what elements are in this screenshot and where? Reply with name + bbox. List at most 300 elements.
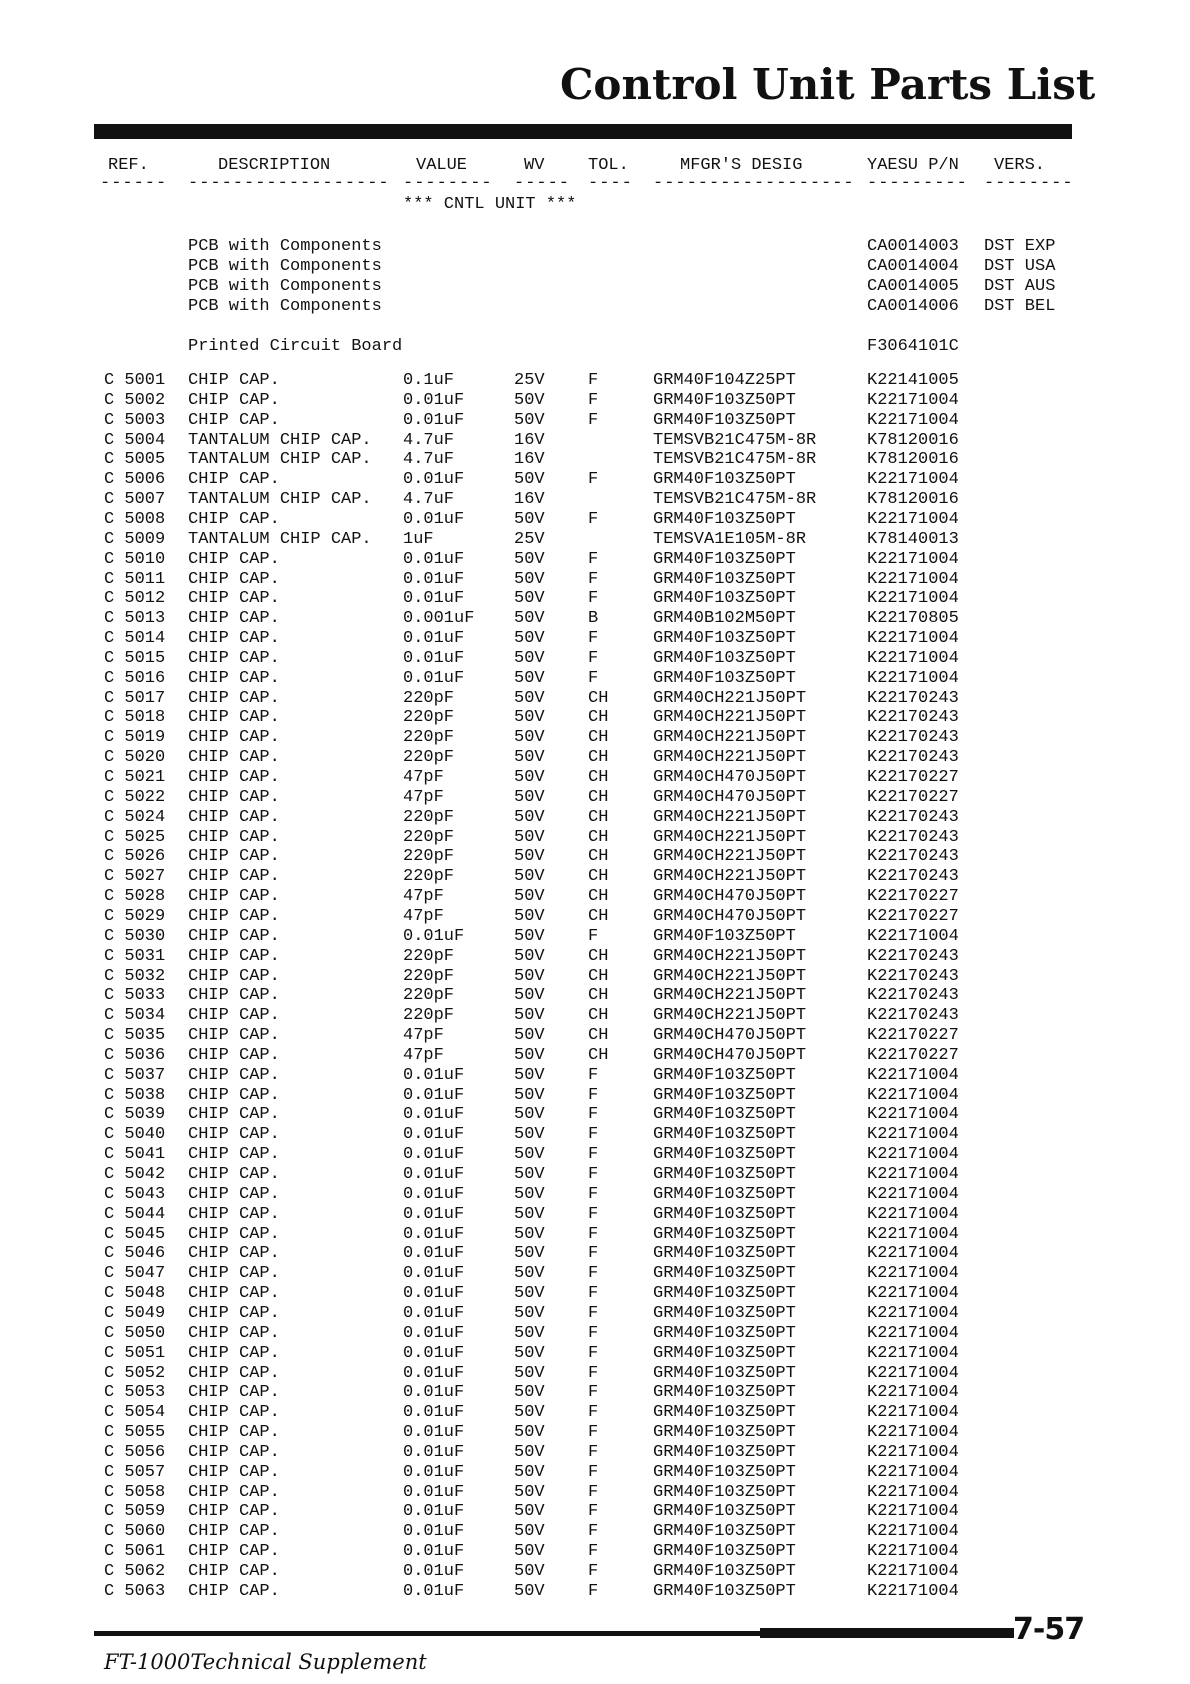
part-yaesu-pn: K22171004 — [867, 1363, 959, 1383]
part-value: 0.01uF — [403, 589, 465, 609]
part-tol: CH — [588, 827, 609, 847]
part-description: CHIP CAP. — [188, 1343, 280, 1363]
part-tol: F — [588, 1065, 599, 1085]
part-description: CHIP CAP. — [188, 1284, 280, 1304]
part-description: CHIP CAP. — [188, 688, 280, 708]
part-tol: F — [588, 629, 599, 649]
part-description: TANTALUM CHIP CAP. — [188, 529, 372, 549]
part-mfgr-desig: GRM40F103Z50PT — [653, 1403, 796, 1423]
part-ref: C 5008 — [104, 509, 166, 529]
part-mfgr-desig: GRM40CH221J50PT — [653, 847, 807, 867]
part-yaesu-pn: K22170243 — [867, 847, 959, 867]
part-mfgr-desig: GRM40F103Z50PT — [653, 390, 796, 410]
part-wv: 25V — [514, 371, 545, 390]
section-title: *** CNTL UNIT *** — [403, 195, 577, 214]
part-mfgr-desig: GRM40F103Z50PT — [653, 1145, 796, 1165]
part-mfgr-desig: GRM40F103Z50PT — [653, 1244, 796, 1264]
table-row — [0, 927, 1190, 947]
part-description: CHIP CAP. — [188, 728, 280, 748]
part-tol: CH — [588, 867, 609, 887]
pcb-part-number: CA0014005 — [867, 277, 959, 296]
part-tol: CH — [588, 708, 609, 728]
part-description: CHIP CAP. — [188, 787, 280, 807]
part-value: 220pF — [403, 847, 455, 867]
part-wv: 16V — [514, 430, 545, 450]
part-value: 220pF — [403, 986, 455, 1006]
part-mfgr-desig: GRM40CH221J50PT — [653, 946, 807, 966]
part-wv: 50V — [514, 629, 545, 649]
part-yaesu-pn: K78120016 — [867, 450, 959, 470]
part-mfgr-desig: GRM40CH221J50PT — [653, 867, 807, 887]
part-ref: C 5016 — [104, 668, 166, 688]
pcb-version: DST BEL — [984, 297, 1056, 316]
pcb-part-number: CA0014006 — [867, 297, 959, 316]
part-ref: C 5055 — [104, 1423, 166, 1443]
part-ref: C 5024 — [104, 807, 166, 827]
part-yaesu-pn: K22171004 — [867, 1522, 959, 1542]
part-wv: 50V — [514, 1303, 545, 1323]
part-wv: 50V — [514, 966, 545, 986]
part-description: CHIP CAP. — [188, 708, 280, 728]
part-ref: C 5060 — [104, 1522, 166, 1542]
part-description: CHIP CAP. — [188, 1423, 280, 1443]
part-description: CHIP CAP. — [188, 966, 280, 986]
part-ref: C 5059 — [104, 1502, 166, 1522]
part-mfgr-desig: GRM40F103Z50PT — [653, 1284, 796, 1304]
part-wv: 50V — [514, 1105, 545, 1125]
part-value: 4.7uF — [403, 450, 455, 470]
part-wv: 50V — [514, 748, 545, 768]
part-description: CHIP CAP. — [188, 847, 280, 867]
table-row — [0, 1244, 1190, 1264]
part-tol: F — [588, 410, 599, 430]
part-ref: C 5004 — [104, 430, 166, 450]
part-wv: 50V — [514, 807, 545, 827]
part-yaesu-pn: K22171004 — [867, 1581, 959, 1601]
part-value: 220pF — [403, 966, 455, 986]
table-row — [0, 589, 1190, 609]
part-yaesu-pn: K22171004 — [867, 549, 959, 569]
table-row — [0, 689, 1190, 709]
part-description: CHIP CAP. — [188, 1581, 280, 1601]
part-mfgr-desig: GRM40F103Z50PT — [653, 629, 796, 649]
part-yaesu-pn: K22171004 — [867, 1403, 959, 1423]
part-tol: F — [588, 1145, 599, 1165]
table-row — [0, 490, 1190, 510]
part-wv: 50V — [514, 827, 545, 847]
part-description: CHIP CAP. — [188, 946, 280, 966]
part-value: 0.01uF — [403, 1065, 465, 1085]
part-tol: F — [588, 1284, 599, 1304]
part-description: CHIP CAP. — [188, 1522, 280, 1542]
part-yaesu-pn: K22170243 — [867, 867, 959, 887]
table-row — [0, 411, 1190, 431]
part-value: 47pF — [403, 906, 444, 926]
part-wv: 50V — [514, 867, 545, 887]
part-wv: 50V — [514, 609, 545, 629]
part-tol: CH — [588, 946, 609, 966]
table-row — [0, 808, 1190, 828]
part-value: 220pF — [403, 827, 455, 847]
part-wv: 50V — [514, 1482, 545, 1502]
part-mfgr-desig: GRM40F103Z50PT — [653, 410, 796, 430]
part-wv: 50V — [514, 1343, 545, 1363]
dash-description: ------------------ — [188, 174, 390, 193]
table-row — [0, 1403, 1190, 1423]
table-row — [0, 1264, 1190, 1284]
part-wv: 50V — [514, 589, 545, 609]
part-wv: 50V — [514, 1165, 545, 1184]
part-yaesu-pn: K22141005 — [867, 371, 959, 390]
part-value: 0.01uF — [403, 926, 465, 946]
table-row — [0, 1344, 1190, 1364]
part-wv: 50V — [514, 569, 545, 589]
board-row — [0, 337, 1190, 357]
table-row — [0, 1304, 1190, 1324]
part-yaesu-pn: K22170243 — [867, 946, 959, 966]
part-value: 0.01uF — [403, 470, 465, 490]
part-wv: 50V — [514, 410, 545, 430]
part-tol: CH — [588, 807, 609, 827]
part-mfgr-desig: GRM40F103Z50PT — [653, 1224, 796, 1244]
table-row — [0, 1562, 1190, 1582]
part-mfgr-desig: GRM40CH221J50PT — [653, 966, 807, 986]
part-description: CHIP CAP. — [188, 887, 280, 907]
part-value: 0.01uF — [403, 1145, 465, 1165]
part-mfgr-desig: TEMSVA1E105M-8R — [653, 529, 807, 549]
part-tol: F — [588, 1303, 599, 1323]
part-value: 0.01uF — [403, 1363, 465, 1383]
table-row — [0, 391, 1190, 411]
table-row — [0, 768, 1190, 788]
part-description: CHIP CAP. — [188, 1264, 280, 1284]
part-value: 0.01uF — [403, 1343, 465, 1363]
pcb-description: PCB with Components — [188, 237, 382, 256]
part-wv: 50V — [514, 926, 545, 946]
part-yaesu-pn: K22171004 — [867, 1383, 959, 1403]
part-ref: C 5051 — [104, 1343, 166, 1363]
table-row — [0, 1165, 1190, 1185]
part-yaesu-pn: K78140013 — [867, 529, 959, 549]
part-yaesu-pn: K22171004 — [867, 509, 959, 529]
part-description: CHIP CAP. — [188, 1026, 280, 1046]
dash-yaesu: --------- — [867, 174, 968, 193]
part-mfgr-desig: GRM40F103Z50PT — [653, 668, 796, 688]
part-tol: F — [588, 1244, 599, 1264]
part-tol: F — [588, 1383, 599, 1403]
part-mfgr-desig: GRM40F103Z50PT — [653, 1462, 796, 1482]
part-yaesu-pn: K22171004 — [867, 1284, 959, 1304]
part-tol: F — [588, 1085, 599, 1105]
part-tol: CH — [588, 986, 609, 1006]
dash-mfgr: ------------------ — [653, 174, 855, 193]
part-tol: F — [588, 1184, 599, 1204]
part-tol: F — [588, 1442, 599, 1462]
part-tol: F — [588, 1343, 599, 1363]
part-description: CHIP CAP. — [188, 410, 280, 430]
part-description: CHIP CAP. — [188, 470, 280, 490]
dash-tol: ---- — [588, 174, 633, 193]
part-mfgr-desig: GRM40F103Z50PT — [653, 1383, 796, 1403]
part-mfgr-desig: GRM40F103Z50PT — [653, 648, 796, 668]
part-value: 47pF — [403, 768, 444, 787]
part-description: CHIP CAP. — [188, 1482, 280, 1502]
part-tol: CH — [588, 728, 609, 748]
part-value: 0.01uF — [403, 1542, 465, 1562]
part-value: 1uF — [403, 529, 434, 549]
table-row — [0, 1423, 1190, 1443]
part-mfgr-desig: GRM40F103Z50PT — [653, 1562, 796, 1581]
part-yaesu-pn: K22171004 — [867, 1323, 959, 1343]
part-ref: C 5048 — [104, 1284, 166, 1304]
part-wv: 50V — [514, 390, 545, 410]
part-tol: CH — [588, 768, 609, 787]
part-ref: C 5062 — [104, 1562, 166, 1581]
part-description: CHIP CAP. — [188, 1542, 280, 1562]
part-yaesu-pn: K22171004 — [867, 1303, 959, 1323]
part-wv: 50V — [514, 668, 545, 688]
part-ref: C 5045 — [104, 1224, 166, 1244]
part-ref: C 5044 — [104, 1204, 166, 1224]
part-wv: 50V — [514, 1502, 545, 1522]
part-ref: C 5053 — [104, 1383, 166, 1403]
part-mfgr-desig: GRM40F104Z25PT — [653, 371, 796, 390]
table-row — [0, 728, 1190, 748]
table-row — [0, 510, 1190, 530]
part-yaesu-pn: K22171004 — [867, 629, 959, 649]
table-row — [0, 1463, 1190, 1483]
part-tol: F — [588, 1264, 599, 1284]
part-description: CHIP CAP. — [188, 1363, 280, 1383]
table-row — [0, 708, 1190, 728]
part-mfgr-desig: GRM40F103Z50PT — [653, 549, 796, 569]
part-mfgr-desig: GRM40CH470J50PT — [653, 787, 807, 807]
table-row — [0, 748, 1190, 768]
part-value: 4.7uF — [403, 430, 455, 450]
part-ref: C 5001 — [104, 371, 166, 390]
part-value: 0.01uF — [403, 1562, 465, 1581]
part-yaesu-pn: K22170243 — [867, 807, 959, 827]
part-mfgr-desig: GRM40CH470J50PT — [653, 1026, 807, 1046]
part-description: CHIP CAP. — [188, 1065, 280, 1085]
part-yaesu-pn: K22171004 — [867, 470, 959, 490]
table-row — [0, 1522, 1190, 1542]
part-wv: 50V — [514, 648, 545, 668]
part-ref: C 5019 — [104, 728, 166, 748]
table-row — [0, 867, 1190, 887]
part-tol: F — [588, 1522, 599, 1542]
table-row — [0, 1086, 1190, 1106]
table-row — [0, 1324, 1190, 1344]
table-row — [0, 1006, 1190, 1026]
part-yaesu-pn: K22170243 — [867, 748, 959, 768]
part-value: 0.1uF — [403, 371, 455, 390]
part-wv: 50V — [514, 1244, 545, 1264]
part-mfgr-desig: GRM40F103Z50PT — [653, 1303, 796, 1323]
table-row — [0, 530, 1190, 550]
pcb-row — [0, 277, 1190, 297]
part-yaesu-pn: K22171004 — [867, 926, 959, 946]
part-description: CHIP CAP. — [188, 926, 280, 946]
part-wv: 50V — [514, 1065, 545, 1085]
part-yaesu-pn: K22171004 — [867, 1542, 959, 1562]
part-ref: C 5026 — [104, 847, 166, 867]
footer-rule-thick — [760, 1628, 1014, 1638]
part-tol: CH — [588, 906, 609, 926]
part-tol: F — [588, 470, 599, 490]
part-tol: F — [588, 1105, 599, 1125]
part-wv: 50V — [514, 1442, 545, 1462]
part-description: CHIP CAP. — [188, 1323, 280, 1343]
part-ref: C 5020 — [104, 748, 166, 768]
table-row — [0, 1105, 1190, 1125]
table-row — [0, 669, 1190, 689]
part-yaesu-pn: K22171004 — [867, 1462, 959, 1482]
part-tol: F — [588, 1224, 599, 1244]
pcb-part-number: CA0014004 — [867, 257, 959, 276]
part-wv: 50V — [514, 728, 545, 748]
part-yaesu-pn: K22171004 — [867, 1145, 959, 1165]
part-description: CHIP CAP. — [188, 768, 280, 787]
part-tol: CH — [588, 847, 609, 867]
part-mfgr-desig: GRM40F103Z50PT — [653, 1522, 796, 1542]
part-ref: C 5037 — [104, 1065, 166, 1085]
part-mfgr-desig: GRM40F103Z50PT — [653, 1482, 796, 1502]
part-description: CHIP CAP. — [188, 1145, 280, 1165]
page-title: Control Unit Parts List — [560, 60, 1096, 109]
part-mfgr-desig: GRM40F103Z50PT — [653, 1442, 796, 1462]
part-wv: 50V — [514, 1581, 545, 1601]
part-yaesu-pn: K22171004 — [867, 1165, 959, 1184]
part-yaesu-pn: K22170243 — [867, 1006, 959, 1026]
part-tol: F — [588, 1204, 599, 1224]
part-tol: F — [588, 1423, 599, 1443]
part-wv: 50V — [514, 1145, 545, 1165]
part-mfgr-desig: GRM40CH470J50PT — [653, 768, 807, 787]
part-ref: C 5036 — [104, 1045, 166, 1065]
part-mfgr-desig: GRM40F103Z50PT — [653, 1343, 796, 1363]
part-description: CHIP CAP. — [188, 748, 280, 768]
part-description: CHIP CAP. — [188, 867, 280, 887]
part-ref: C 5061 — [104, 1542, 166, 1562]
part-yaesu-pn: K22170243 — [867, 986, 959, 1006]
part-ref: C 5046 — [104, 1244, 166, 1264]
part-wv: 50V — [514, 688, 545, 708]
part-mfgr-desig: GRM40CH470J50PT — [653, 1045, 807, 1065]
header-value: VALUE — [416, 156, 468, 175]
part-mfgr-desig: GRM40F103Z50PT — [653, 1542, 796, 1562]
part-mfgr-desig: GRM40CH221J50PT — [653, 986, 807, 1006]
part-yaesu-pn: K22171004 — [867, 1244, 959, 1264]
table-row — [0, 450, 1190, 470]
part-yaesu-pn: K22170243 — [867, 966, 959, 986]
part-description: CHIP CAP. — [188, 807, 280, 827]
dash-vers: -------- — [984, 174, 1074, 193]
pcb-row — [0, 237, 1190, 257]
part-ref: C 5032 — [104, 966, 166, 986]
part-ref: C 5012 — [104, 589, 166, 609]
table-row — [0, 1542, 1190, 1562]
part-wv: 50V — [514, 1085, 545, 1105]
part-ref: C 5010 — [104, 549, 166, 569]
table-row — [0, 1364, 1190, 1384]
part-ref: C 5033 — [104, 986, 166, 1006]
part-description: CHIP CAP. — [188, 668, 280, 688]
part-value: 0.01uF — [403, 648, 465, 668]
part-value: 0.01uF — [403, 1462, 465, 1482]
part-yaesu-pn: K22171004 — [867, 410, 959, 430]
table-row — [0, 1383, 1190, 1403]
part-description: CHIP CAP. — [188, 589, 280, 609]
part-tol: F — [588, 926, 599, 946]
part-mfgr-desig: GRM40F103Z50PT — [653, 470, 796, 490]
part-yaesu-pn: K22171004 — [867, 1264, 959, 1284]
part-mfgr-desig: GRM40CH470J50PT — [653, 906, 807, 926]
part-description: CHIP CAP. — [188, 1303, 280, 1323]
part-tol: CH — [588, 1045, 609, 1065]
part-tol: F — [588, 569, 599, 589]
part-wv: 50V — [514, 1045, 545, 1065]
part-ref: C 5005 — [104, 450, 166, 470]
part-yaesu-pn: K22170227 — [867, 1045, 959, 1065]
table-row — [0, 649, 1190, 669]
part-ref: C 5021 — [104, 768, 166, 787]
part-ref: C 5031 — [104, 946, 166, 966]
part-yaesu-pn: K22171004 — [867, 1562, 959, 1581]
part-value: 0.01uF — [403, 1125, 465, 1145]
header-wv: WV — [524, 156, 545, 175]
pcb-part-number: CA0014003 — [867, 237, 959, 256]
part-value: 220pF — [403, 708, 455, 728]
part-description: CHIP CAP. — [188, 1244, 280, 1264]
part-tol: F — [588, 1542, 599, 1562]
part-ref: C 5002 — [104, 390, 166, 410]
table-row — [0, 887, 1190, 907]
table-row — [0, 1502, 1190, 1522]
part-ref: C 5054 — [104, 1403, 166, 1423]
part-value: 0.01uF — [403, 1244, 465, 1264]
part-tol: F — [588, 1462, 599, 1482]
board-description: Printed Circuit Board — [188, 337, 403, 356]
part-ref: C 5003 — [104, 410, 166, 430]
part-description: CHIP CAP. — [188, 827, 280, 847]
part-yaesu-pn: K22170227 — [867, 887, 959, 907]
table-row — [0, 570, 1190, 590]
part-wv: 50V — [514, 1542, 545, 1562]
part-description: CHIP CAP. — [188, 1184, 280, 1204]
part-description: CHIP CAP. — [188, 509, 280, 529]
header-yaesu-pn: YAESU P/N — [867, 156, 959, 175]
part-value: 0.01uF — [403, 1403, 465, 1423]
part-description: CHIP CAP. — [188, 549, 280, 569]
part-ref: C 5042 — [104, 1165, 166, 1184]
part-ref: C 5018 — [104, 708, 166, 728]
part-ref: C 5041 — [104, 1145, 166, 1165]
part-description: CHIP CAP. — [188, 1403, 280, 1423]
part-yaesu-pn: K22171004 — [867, 1184, 959, 1204]
part-mfgr-desig: GRM40F103Z50PT — [653, 1264, 796, 1284]
table-row — [0, 371, 1190, 391]
dash-value: -------- — [403, 174, 493, 193]
part-ref: C 5022 — [104, 787, 166, 807]
part-value: 220pF — [403, 748, 455, 768]
part-value: 0.01uF — [403, 1323, 465, 1343]
part-description: CHIP CAP. — [188, 1204, 280, 1224]
part-value: 0.01uF — [403, 1502, 465, 1522]
part-yaesu-pn: K22171004 — [867, 648, 959, 668]
part-wv: 50V — [514, 1184, 545, 1204]
part-mfgr-desig: GRM40CH221J50PT — [653, 688, 807, 708]
